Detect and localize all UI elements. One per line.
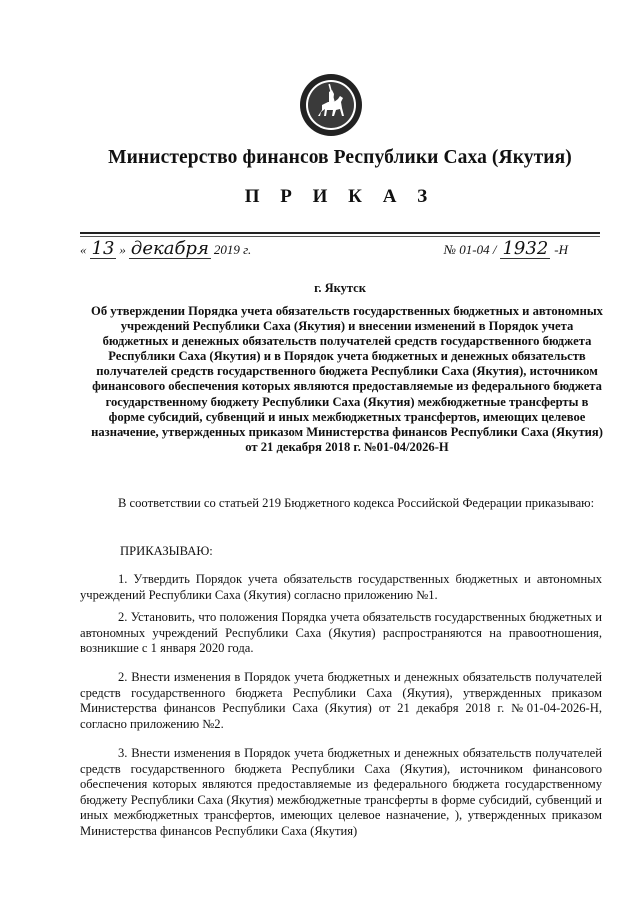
document-title: Об утверждении Порядка учета обязательств государственных бюджетных и автономных учреждений Республики Саха (Якутия) и внесении изменений в Порядок учета бюджетных и денежных обязательств получателей средств государственного бюджета Республики Саха (Якутия) и в Порядок учета бюджетных и денежных обязательств получателей средств государственного бюджета Республики Саха (Якутия), источником финансового обеспечения которых являются предоставляемые из федерального бюджета государственному бюджету Республики Саха (Якутия) межбюджетные трансферты в форме субсидий, субвенций и иных межбюджетных трансфертов, имеющих целевое назначение, утвержденных приказом Министерства финансов Республики Саха (Якутия) от 21 декабря 2018 г. №01-04/2026-Н [91, 304, 603, 454]
city-label: г. Якутск [314, 281, 366, 295]
item-2: 2. Установить, что положения Порядка учета обязательств государственных бюджетных и автономных учреждений Республики Саха (Якутия) распространяются на правоотношения, возникшие с 1 января 2020 года. [80, 610, 602, 656]
handwritten-number: 1932 [502, 238, 549, 259]
order-heading: П Р И К А З [244, 186, 436, 207]
item-4: 3. Внести изменения в Порядок учета бюджетных и денежных обязательств получателей средств государственного бюджета Республики Саха (Якутия), источником финансового обеспечения которых являются предоставляемые из федерального бюджета государственному бюджету Республики Саха (Якутия) межбюджетные трансферты в форме субсидий, субвенций и иных межбюджетных трансфертов, имеющих целевое назначение, ), утвержденных приказом Министерства финансов Республики Саха (Якутия) [80, 746, 602, 838]
order-date: « 13 » декабря 2019 г. [80, 238, 252, 259]
item-3: 2. Внести изменения в Порядок учета бюджетных и денежных обязательств получателей средств государственного бюджета Республики Саха (Якутия), утвержденных приказом Министерства финансов Республики Саха (Якутия) от 21 декабря 2018 г. №01-04-2026-Н, согласно приложению №2. [80, 670, 602, 731]
number-prefix: № 01-04 / [443, 242, 497, 257]
preamble-paragraph: В соответствии со статьей 219 Бюджетного кодекса Российской Федерации приказываю: [118, 496, 595, 510]
coat-of-arms-emblem [298, 72, 364, 138]
handwritten-day: 13 [91, 238, 115, 259]
order-keyword: ПРИКАЗЫВАЮ: [120, 544, 213, 558]
header-rule-thick [80, 232, 600, 234]
item-1: 1. Утвердить Порядок учета обязательств государственных бюджетных и автономных учреждений Республики Саха (Якутия) согласно приложению №1. [80, 572, 602, 602]
year-text: 2019 г. [213, 242, 252, 257]
handwritten-month: декабря [130, 238, 209, 259]
number-suffix: -Н [554, 242, 568, 257]
ministry-name: Министерство финансов Республики Саха (Якутия) [108, 147, 572, 168]
date-number-line [80, 240, 600, 264]
order-number [444, 240, 568, 259]
header-rule-thin [80, 236, 600, 237]
